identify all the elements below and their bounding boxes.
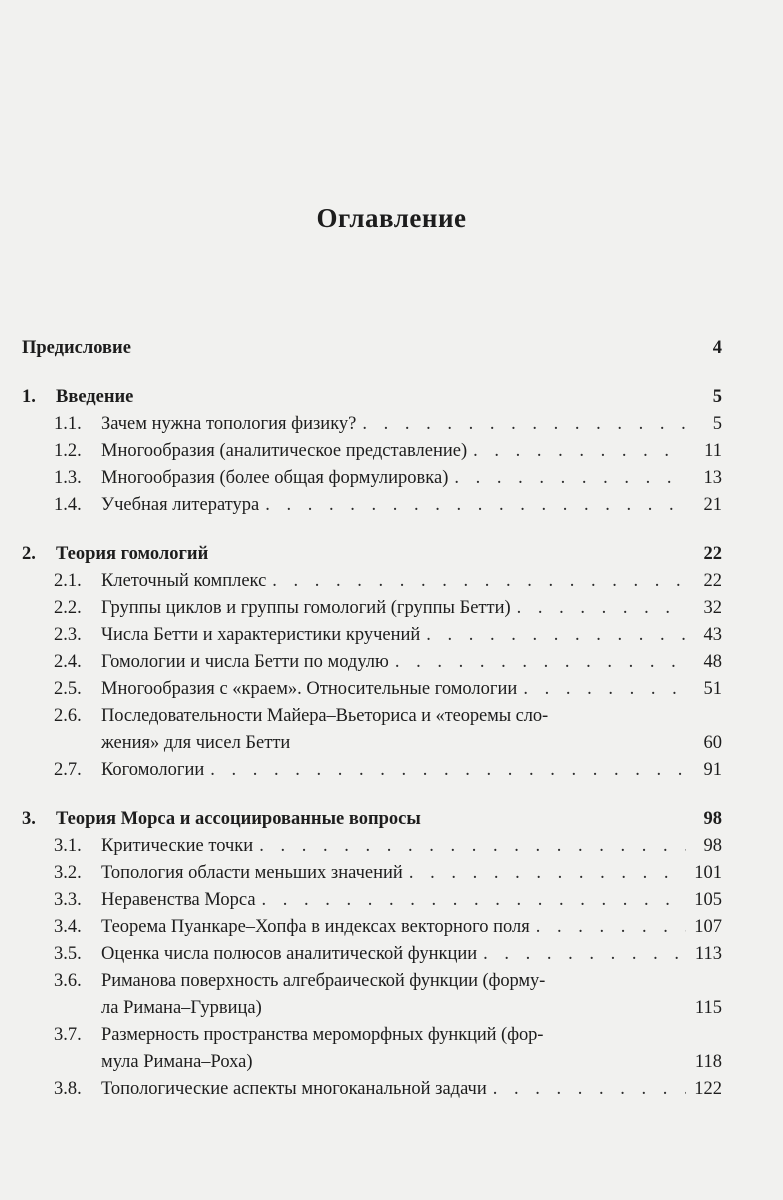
section-number: 2.2.	[54, 598, 82, 618]
toc-chapter-2	[22, 541, 722, 568]
toc-section	[22, 887, 722, 914]
toc-leader	[493, 1076, 686, 1103]
toc-section	[22, 438, 722, 465]
section-number: 3.6.	[54, 971, 82, 991]
toc-section	[22, 676, 722, 703]
section-title-line-2: мула Римана–Роха)	[101, 1052, 253, 1072]
section-title: Клеточный комплекс	[101, 571, 267, 591]
section-number: 2.5.	[54, 679, 82, 699]
section-number: 1.2.	[54, 441, 82, 461]
section-title: Неравенства Морса	[101, 890, 256, 910]
toc-section	[22, 649, 722, 676]
toc-page-number: 5	[712, 387, 722, 407]
section-number: 3.8.	[54, 1079, 82, 1099]
toc-page-number: 105	[694, 890, 722, 910]
section-number: 1.3.	[54, 468, 82, 488]
section-title: Многообразия с «краем». Относительные гомологии	[101, 679, 518, 699]
chapter-title: Введение	[56, 387, 134, 407]
toc-leader	[259, 833, 686, 860]
section-title-line-2: ла Римана–Гурвица)	[101, 998, 262, 1018]
toc-page-number: 11	[704, 441, 722, 461]
section-title: Зачем нужна топология физику?	[101, 414, 357, 434]
toc-page-number: 32	[703, 598, 722, 618]
toc-leader	[210, 757, 686, 784]
toc-preface	[22, 335, 722, 362]
toc-page-number: 122	[694, 1079, 722, 1099]
toc-section	[22, 465, 722, 492]
toc-section	[22, 914, 722, 941]
section-number: 3.5.	[54, 944, 82, 964]
toc-entry-label: Предисловие	[22, 338, 131, 358]
section-title: Числа Бетти и характеристики кручений	[101, 625, 421, 645]
toc-chapter-1	[22, 384, 722, 411]
section-number: 1.4.	[54, 495, 82, 515]
section-number: 3.4.	[54, 917, 82, 937]
section-title-line-1: Последовательности Майера–Вьеториса и «теоремы сло-	[101, 706, 549, 726]
toc-section	[22, 833, 722, 860]
chapter-number: 3.	[22, 809, 36, 829]
section-title: Топологические аспекты многоканальной задачи	[101, 1079, 487, 1099]
toc-section	[22, 595, 722, 622]
chapter-title: Теория Морса и ассоциированные вопросы	[56, 809, 421, 829]
section-number: 3.3.	[54, 890, 82, 910]
toc-leader	[473, 438, 686, 465]
toc-leader	[536, 914, 686, 941]
chapter-title: Теория гомологий	[56, 544, 209, 564]
section-title: Группы циклов и группы гомологий (группы Бетти)	[101, 598, 511, 618]
toc-page-number: 107	[694, 917, 722, 937]
toc-page-number: 118	[694, 1052, 722, 1072]
section-number: 3.2.	[54, 863, 82, 883]
section-title: Теорема Пуанкаре–Хопфа в индексах векторного поля	[101, 917, 530, 937]
section-number: 3.1.	[54, 836, 82, 856]
toc-section	[22, 757, 722, 784]
toc-page-number: 21	[703, 495, 722, 515]
page-title: Оглавление	[316, 203, 467, 233]
toc-section	[22, 860, 722, 887]
toc-page-number: 48	[703, 652, 722, 672]
section-number: 3.7.	[54, 1025, 82, 1045]
section-number: 2.7.	[54, 760, 82, 780]
toc-page-number: 98	[703, 836, 722, 856]
section-number: 2.6.	[54, 706, 82, 726]
section-number: 2.4.	[54, 652, 82, 672]
toc-leader	[272, 568, 686, 595]
toc-section	[22, 568, 722, 595]
section-title-line-1: Размерность пространства мероморфных функций (фор-	[101, 1025, 544, 1045]
section-title: Многообразия (более общая формулировка)	[101, 468, 449, 488]
chapter-number: 1.	[22, 387, 36, 407]
toc-section	[22, 622, 722, 649]
toc-page-number: 51	[703, 679, 722, 699]
toc-leader	[426, 622, 686, 649]
toc-chapter-3	[22, 806, 722, 833]
toc-section	[22, 1076, 722, 1103]
toc-page-number: 5	[712, 414, 722, 434]
section-title: Когомологии	[101, 760, 205, 780]
toc-leader	[517, 595, 686, 622]
section-title: Многообразия (аналитическое представление)	[101, 441, 468, 461]
section-title: Топология области меньших значений	[101, 863, 403, 883]
toc-section	[22, 968, 722, 1022]
toc-leader	[265, 492, 686, 519]
toc-section	[22, 1022, 722, 1076]
toc-page-number: 113	[694, 944, 722, 964]
toc-section	[22, 411, 722, 438]
toc-page-number: 13	[703, 468, 722, 488]
toc-page-number: 101	[694, 863, 722, 883]
toc-leader	[409, 860, 686, 887]
toc-leader	[395, 649, 686, 676]
section-title: Критические точки	[101, 836, 254, 856]
toc-page-number: 115	[694, 998, 722, 1018]
section-title: Учебная литература	[101, 495, 260, 515]
toc-page-number: 98	[703, 809, 722, 829]
toc-page-number: 22	[703, 544, 722, 564]
toc-page-number: 91	[703, 760, 722, 780]
section-number: 2.3.	[54, 625, 82, 645]
section-title: Оценка числа полюсов аналитической функции	[101, 944, 478, 964]
section-number: 1.1.	[54, 414, 82, 434]
section-title-line-2: жения» для чисел Бетти	[101, 733, 291, 753]
section-number: 2.1.	[54, 571, 82, 591]
toc-leader	[483, 941, 686, 968]
toc-section	[22, 703, 722, 757]
toc-leader	[454, 465, 686, 492]
toc-page-number: 22	[703, 571, 722, 591]
table-of-contents	[22, 335, 722, 1103]
toc-page-number: 43	[703, 625, 722, 645]
toc-page-number: 4	[712, 338, 722, 358]
toc-leader	[262, 887, 686, 914]
toc-leader	[523, 676, 686, 703]
section-title: Гомологии и числа Бетти по модулю	[101, 652, 389, 672]
toc-page-number: 60	[703, 733, 722, 753]
section-title-line-1: Риманова поверхность алгебраической функции (форму-	[101, 971, 546, 991]
chapter-number: 2.	[22, 544, 36, 564]
toc-section	[22, 941, 722, 968]
toc-leader	[362, 411, 686, 438]
toc-section	[22, 492, 722, 519]
